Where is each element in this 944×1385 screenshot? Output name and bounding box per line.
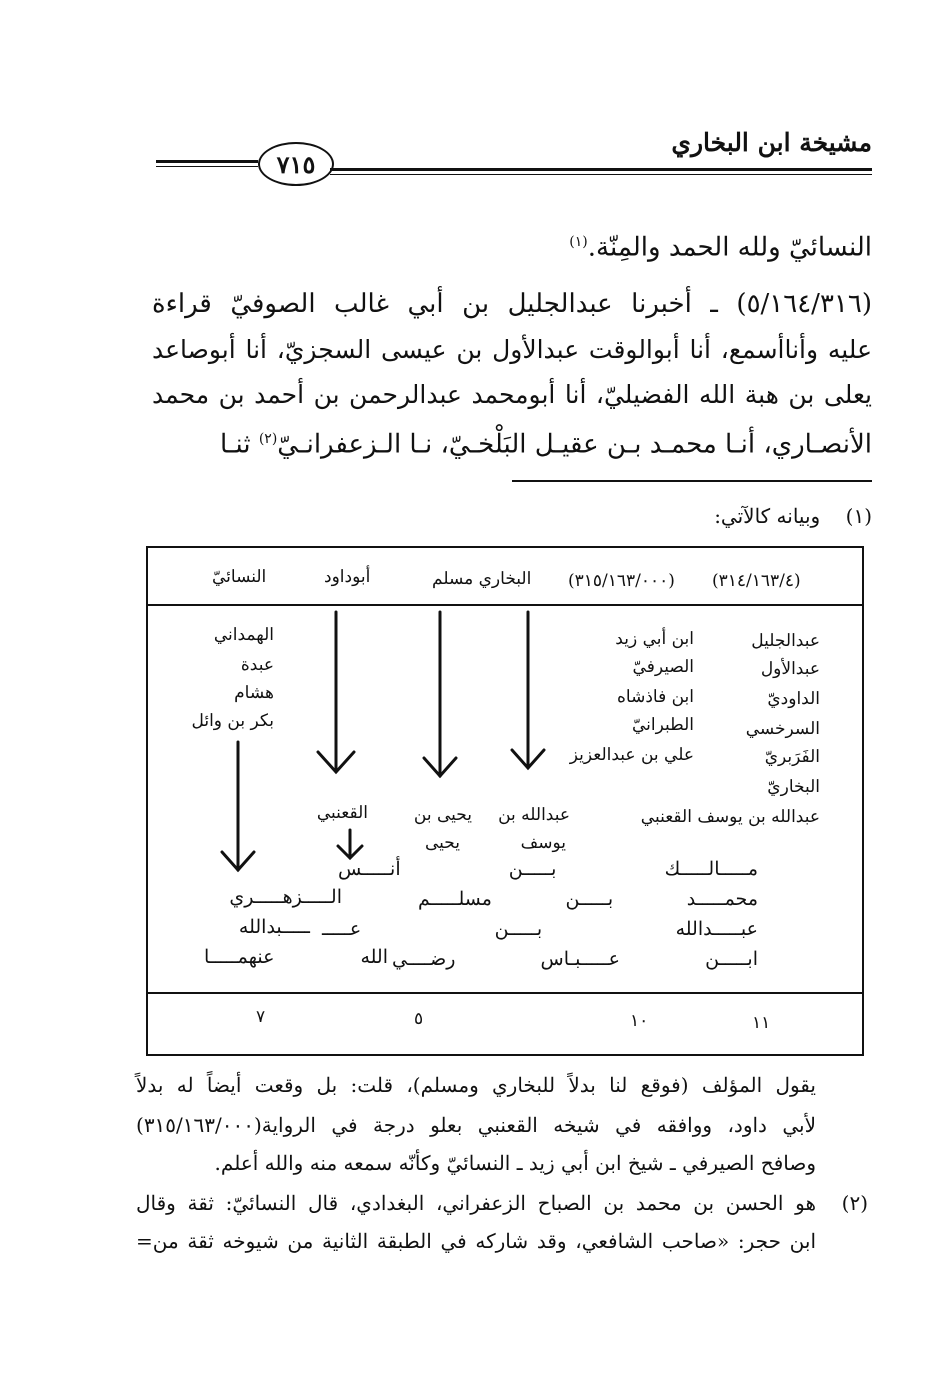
body-para-line-4-text: الأنصـاري، أنـا محمـد بـن عقيـل البَلْخـيّ، نـا الـزعفرانـيّ bbox=[277, 429, 872, 460]
diagram-header-col-b: (٣١٥/١٦٣/٠٠٠) bbox=[568, 571, 675, 591]
col1-name-5: الفَرَبريّ bbox=[764, 747, 820, 767]
col2-name-1: ابن أبي زيد bbox=[615, 629, 694, 649]
diagram-header-col-a: (٣١٤/١٦٣/٤) bbox=[712, 571, 801, 591]
col3-name-1: الهمداني bbox=[213, 625, 274, 645]
body-para-line-3: يعلى بن هبة الله الفضيليّ، أنا أبومحمد عبدالرحمن بن أحمد بن محمد bbox=[152, 380, 872, 409]
abdallah-line2: يوسف bbox=[520, 833, 566, 853]
col1-name-6: البخاريّ bbox=[767, 777, 820, 797]
col2-name-3: ابن فاذشاه bbox=[616, 687, 694, 707]
body-line-1-text: النسائيّ ولله الحمد والمِنّة. bbox=[587, 232, 872, 263]
col3-name-4: بكر بن وائل bbox=[191, 711, 274, 731]
running-header-title: مشيخة ابن البخاري bbox=[671, 128, 872, 157]
col2-name-5: علي بن عبدالعزيز bbox=[569, 745, 694, 765]
body-para-line-4-end: ثنـا bbox=[219, 429, 251, 460]
fn2-line-1: هو الحسن بن محمد بن الصباح الزعفراني، البغدادي، قال النسائيّ: ثقة وقال bbox=[136, 1191, 816, 1215]
col1-name-3: الداوديّ bbox=[767, 689, 820, 709]
fn1-para-line-2: لأبي داود، ووافقه في شيخه القعنبي بعلو درجة في الرواية(٣١٥/١٦٣/٠٠٠) bbox=[136, 1113, 816, 1137]
yahya-line2: يحيى bbox=[424, 833, 460, 853]
yusuf-qanabi: عبدالله بن يوسف القعنبي bbox=[640, 807, 820, 827]
col3-name-2: عبدة bbox=[240, 655, 274, 675]
count-3: ٥ bbox=[414, 1009, 424, 1029]
fn2-line-2: ابن حجر: «صاحب الشافعي، وقد شاركه في الطبقة الثانية من شيوخه ثقة من= bbox=[136, 1229, 816, 1253]
fn1-para-line-3: وصافح الصيرفي ـ شيخ ابن أبي زيد ـ النسائيّ وكأنّه سمعه منه والله أعلم. bbox=[214, 1151, 816, 1175]
footnote-ref-2: (٢) bbox=[258, 431, 278, 447]
footnote-1-intro: وبيانه كالآتي: bbox=[714, 504, 821, 528]
count-1: ١١ bbox=[752, 1013, 771, 1033]
count-4: ٧ bbox=[256, 1007, 266, 1027]
chain-zuhri-a: محمـــــد بـــــن مسلـــــم bbox=[418, 888, 758, 910]
footnote-1-marker: (١) bbox=[845, 504, 872, 528]
count-2: ١٠ bbox=[630, 1011, 649, 1031]
col3-name-3: هشام bbox=[234, 683, 274, 703]
col2-name-2: الصيرفيّ bbox=[632, 657, 694, 677]
body-para-line-1: (٥/١٦٤/٣١٦) ـ أخبرنا عبدالجليل بن أبي غالب الصوفيّ قراءة bbox=[152, 289, 872, 319]
col1-name-4: السرخسي bbox=[745, 719, 820, 739]
yahya-line1: يحيى بن bbox=[413, 805, 472, 825]
col1-name-1: عبدالجليل bbox=[751, 631, 820, 651]
chain-ubaydullah-b: ـــــبدالله bbox=[238, 916, 310, 938]
body-para-line-2: عليه وأناأسمع، أنا أبوالوقت عبدالأول بن عيسى السجزيّ، أنا أبوصاعد bbox=[152, 335, 872, 364]
fn2-marker: (٢) bbox=[841, 1191, 868, 1215]
col1-name-2: عبدالأول bbox=[760, 659, 820, 679]
page-number-text: ٧١٥ bbox=[276, 149, 316, 179]
chain-ibnabbas-b: الله عنهمـــــا bbox=[204, 946, 388, 968]
chain-malik: مـــــالـــــك بـــــن أنـــــس bbox=[338, 858, 758, 880]
abdallah-line1: عبدالله بن bbox=[498, 805, 570, 825]
diagram-header-col-e: النسائيّ bbox=[212, 567, 267, 587]
chain-ubaydullah-a: عبـــــدالله بـــــن عـــــ bbox=[322, 918, 758, 940]
qanabi: القعنبي bbox=[316, 803, 368, 823]
col2-name-4: الطبرانيّ bbox=[632, 715, 694, 735]
diagram-header-col-d: أبوداود bbox=[324, 567, 371, 587]
diagram-header-col-c: البخاري مسلم bbox=[432, 569, 532, 589]
chain-ibnabbas-a: ابـــــن عـــــبـاس رضــــي bbox=[392, 948, 758, 970]
fn1-para-line-1: يقول المؤلف (فوقع لنا بدلاً للبخاري ومسلم)، قلت: بل وقعت أيضاً له بدلاً bbox=[136, 1073, 816, 1097]
chain-zuhri-b: الـــــزهـــــري bbox=[229, 886, 342, 908]
footnote-ref-1: (١) bbox=[569, 234, 588, 250]
